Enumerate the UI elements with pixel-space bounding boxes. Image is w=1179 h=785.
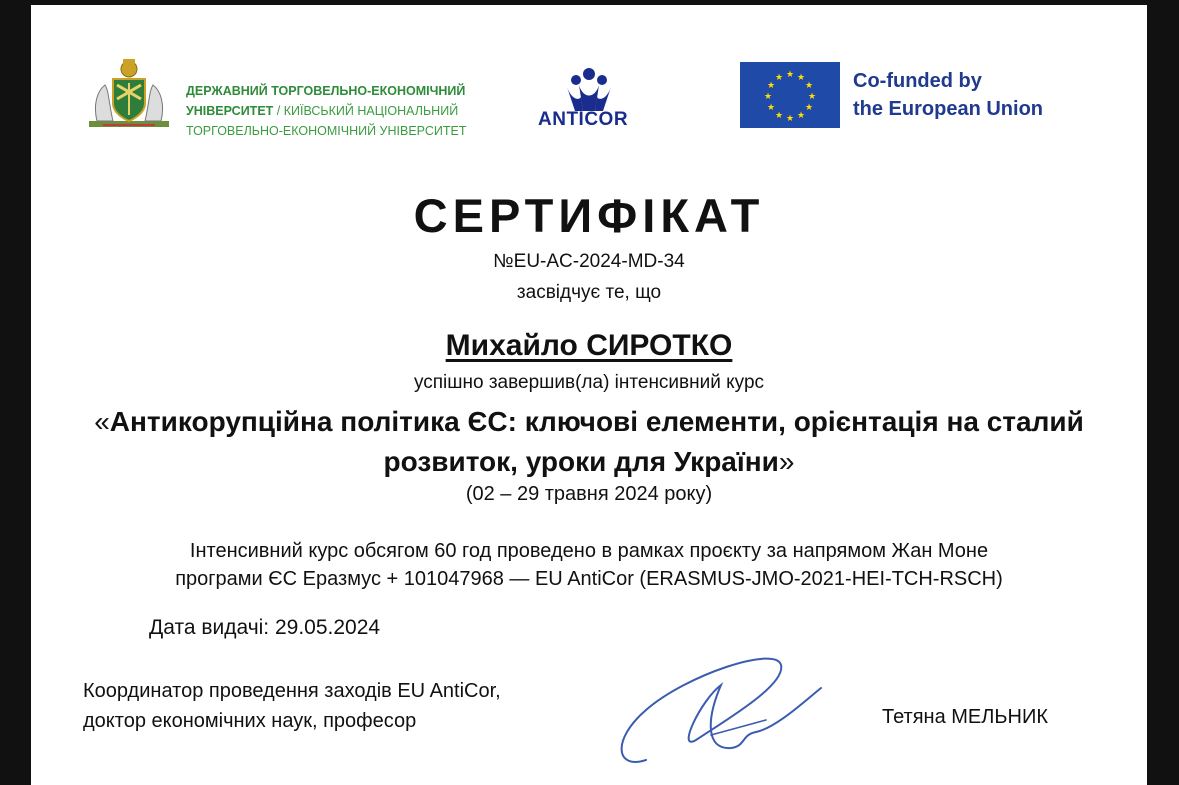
- project-description: [31, 537, 1147, 593]
- course-open-quote: «: [94, 406, 110, 437]
- eu-label-line1: Co-funded by: [853, 70, 982, 92]
- svg-text:★: ★: [763, 92, 773, 102]
- attests-text: засвідчує те, що: [516, 282, 662, 303]
- signatory-role: [83, 676, 501, 736]
- certificate-page: [31, 5, 1147, 785]
- eu-flag: [740, 62, 840, 128]
- svg-text:★: ★: [807, 92, 817, 102]
- svg-text:★: ★: [766, 103, 776, 113]
- recipient-name-wrapper: [31, 329, 1147, 363]
- university-name-line2a: УНІВЕРСИТЕТ: [186, 104, 274, 118]
- svg-text:★: ★: [774, 111, 784, 121]
- signatory-role-line1: Координатор проведення заходів EU AntiCor,: [83, 680, 501, 702]
- university-coat-of-arms-icon: [83, 55, 175, 133]
- signatory-name: Тетяна МЕЛЬНИК: [882, 706, 1048, 728]
- anticor-people-icon: [565, 67, 613, 113]
- course-dates: (02 – 29 травня 2024 року): [465, 483, 713, 505]
- eu-label-line2: the European Union: [853, 98, 1043, 120]
- svg-text:★: ★: [766, 81, 776, 91]
- university-name-line1: ДЕРЖАВНИЙ ТОРГОВЕЛЬНО-ЕКОНОМІЧНИЙ: [186, 84, 466, 98]
- handwritten-signature: [606, 640, 826, 775]
- university-name: [186, 81, 467, 141]
- svg-text:★: ★: [785, 70, 795, 80]
- course-title: [31, 402, 1147, 482]
- eu-cofunded-label: [853, 67, 1043, 123]
- svg-text:★: ★: [774, 73, 784, 83]
- svg-text:★: ★: [796, 111, 806, 121]
- university-name-line3: ТОРГОВЕЛЬНО-ЕКОНОМІЧНИЙ УНІВЕРСИТЕТ: [186, 124, 467, 138]
- project-line1: Інтенсивний курс обсягом 60 год проведено в рамках проєкту за напрямом Жан Моне: [189, 540, 989, 562]
- course-close-quote: »: [778, 446, 795, 477]
- completed-text: успішно завершив(ла) інтенсивний курс: [413, 372, 765, 393]
- certificate-title: СЕРТИФІКАТ: [413, 189, 765, 242]
- svg-text:★: ★: [804, 103, 814, 113]
- svg-text:★: ★: [796, 73, 806, 83]
- svg-text:★: ★: [804, 81, 814, 91]
- course-title-line2: розвиток, уроки для України: [383, 446, 779, 477]
- svg-text:★: ★: [785, 114, 795, 124]
- certificate-number: №EU-AC-2024-MD-34: [493, 251, 685, 272]
- project-line2: програми ЄС Еразмус + 101047968 — EU AntiCor (ERASMUS-JMO-2021-HEI-TCH-RSCH): [175, 568, 1003, 590]
- university-name-line2b: / КИЇВСЬКИЙ НАЦІОНАЛЬНИЙ: [273, 104, 459, 118]
- recipient-name: Михайло СИРОТКО: [445, 329, 733, 362]
- signatory-role-line2: доктор економічних наук, професор: [83, 710, 417, 732]
- anticor-label: ANTICOR: [538, 109, 629, 130]
- course-title-line1: Антикорупційна політика ЄС: ключові елементи, орієнтація на сталий: [109, 406, 1084, 437]
- issue-date: Дата видачі: 29.05.2024: [149, 616, 381, 639]
- eu-stars-icon: [740, 62, 840, 128]
